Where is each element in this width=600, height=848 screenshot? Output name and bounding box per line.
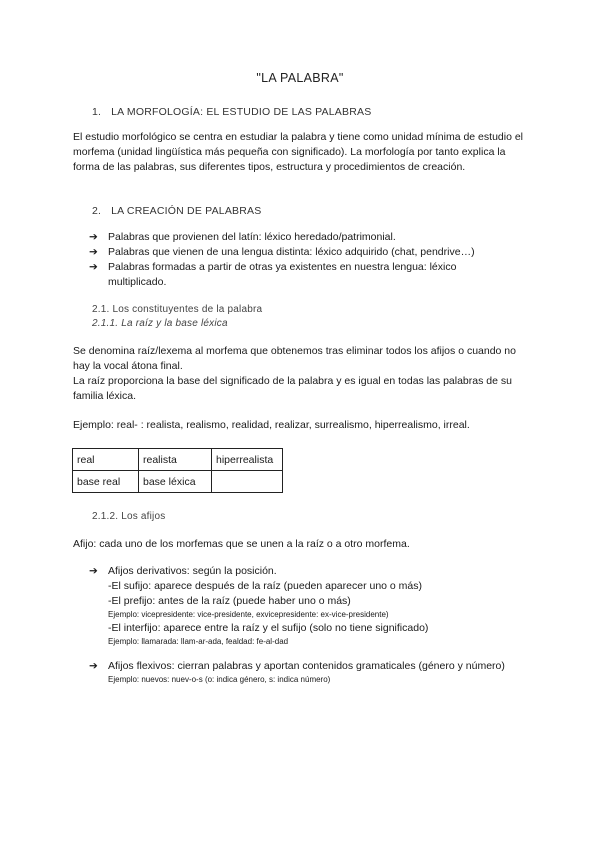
table-cell: realista xyxy=(139,449,212,471)
subsection-2-1-heading: 2.1. Los constituyentes de la palabra xyxy=(92,304,263,315)
arrow-icon: ➔ xyxy=(89,231,98,243)
raiz-paragraph-2: La raíz proporciona la base del significado de la palabra y es igual en todas las palabras de su familia léxica. xyxy=(73,375,512,402)
table-cell: hiperrealista xyxy=(212,449,283,471)
table-cell: base real xyxy=(73,471,139,493)
prefijo-line: -El prefijo: antes de la raíz (puede haber uno o más) xyxy=(108,595,351,607)
arrow-icon: ➔ xyxy=(89,660,98,672)
arrow-icon: ➔ xyxy=(89,246,98,258)
table-cell: base léxica xyxy=(139,471,212,493)
table-cell xyxy=(212,471,283,493)
list-item xyxy=(89,230,509,245)
interfijo-line: -El interfijo: aparece entre la raíz y el sufijo (solo no tiene significado) xyxy=(108,622,429,634)
creation-list xyxy=(89,230,509,290)
afijos-list xyxy=(89,564,509,648)
lexical-table xyxy=(72,448,283,493)
subsection-2-1-2-heading: 2.1.2. Los afijos xyxy=(92,511,166,522)
arrow-icon: ➔ xyxy=(89,565,98,577)
list-item xyxy=(89,245,509,260)
interfijo-example: Ejemplo: llamarada: llam-ar-ada, fealdad: fe-al-dad xyxy=(108,637,289,646)
flexivos-example: Ejemplo: nuevos: nuev-o-s (o: indica género, s: indica número) xyxy=(108,675,331,684)
list-item xyxy=(89,564,509,648)
sufijo-line: -El sufijo: aparece después de la raíz (pueden aparecer uno o más) xyxy=(108,580,423,592)
list-item-text: Palabras que provienen del latín: léxico heredado/patrimonial. xyxy=(108,231,396,243)
section-2-number: 2. xyxy=(92,205,102,217)
flexivos-heading: Afijos flexivos: cierran palabras y aportan contenidos gramaticales (género y número) xyxy=(108,660,505,672)
table-cell: real xyxy=(73,449,139,471)
table-row xyxy=(73,449,283,471)
flexivos-list xyxy=(89,659,509,686)
derivativos-heading: Afijos derivativos: según la posición. xyxy=(108,565,277,577)
section-1-heading xyxy=(92,106,371,118)
prefijo-example: Ejemplo: vicepresidente: vice-presidente, exvicepresidente: ex-vice-presidente) xyxy=(108,610,389,619)
example-line: Ejemplo: real- : realista, realismo, realidad, realizar, surrealismo, hiperrealismo, irreal. xyxy=(73,419,470,431)
table-row xyxy=(73,471,283,493)
afijo-definition: Afijo: cada uno de los morfemas que se unen a la raíz o a otro morfema. xyxy=(73,538,410,550)
list-item xyxy=(89,260,509,290)
raiz-paragraph-1: Se denomina raíz/lexema al morfema que obtenemos tras eliminar todos los afijos o cuando no hay la vocal átona final. xyxy=(73,345,516,372)
arrow-icon: ➔ xyxy=(89,261,98,273)
subsection-2-1-1-heading: 2.1.1. La raíz y la base léxica xyxy=(92,318,228,329)
list-item-text: Palabras formadas a partir de otras ya existentes en nuestra lengua: léxico multiplicado. xyxy=(108,261,457,288)
section-1-number: 1. xyxy=(92,106,102,118)
section-2-heading xyxy=(92,205,261,217)
section-2-title: LA CREACIÓN DE PALABRAS xyxy=(111,205,262,217)
section-1-title: LA MORFOLOGÍA: EL ESTUDIO DE LAS PALABRAS xyxy=(111,106,372,118)
list-item-text: Palabras que vienen de una lengua distinta: léxico adquirido (chat, pendrive…) xyxy=(108,246,475,258)
intro-paragraph: El estudio morfológico se centra en estudiar la palabra y tiene como unidad mínima de estudio el morfema (unidad lingüística más pequeña con significado). La morfología por tanto explica la forma de las palabras, sus diferentes tipos, estructura y procedimientos de creación. xyxy=(73,131,524,173)
document-title: "LA PALABRA" xyxy=(256,71,344,85)
list-item xyxy=(89,659,509,686)
